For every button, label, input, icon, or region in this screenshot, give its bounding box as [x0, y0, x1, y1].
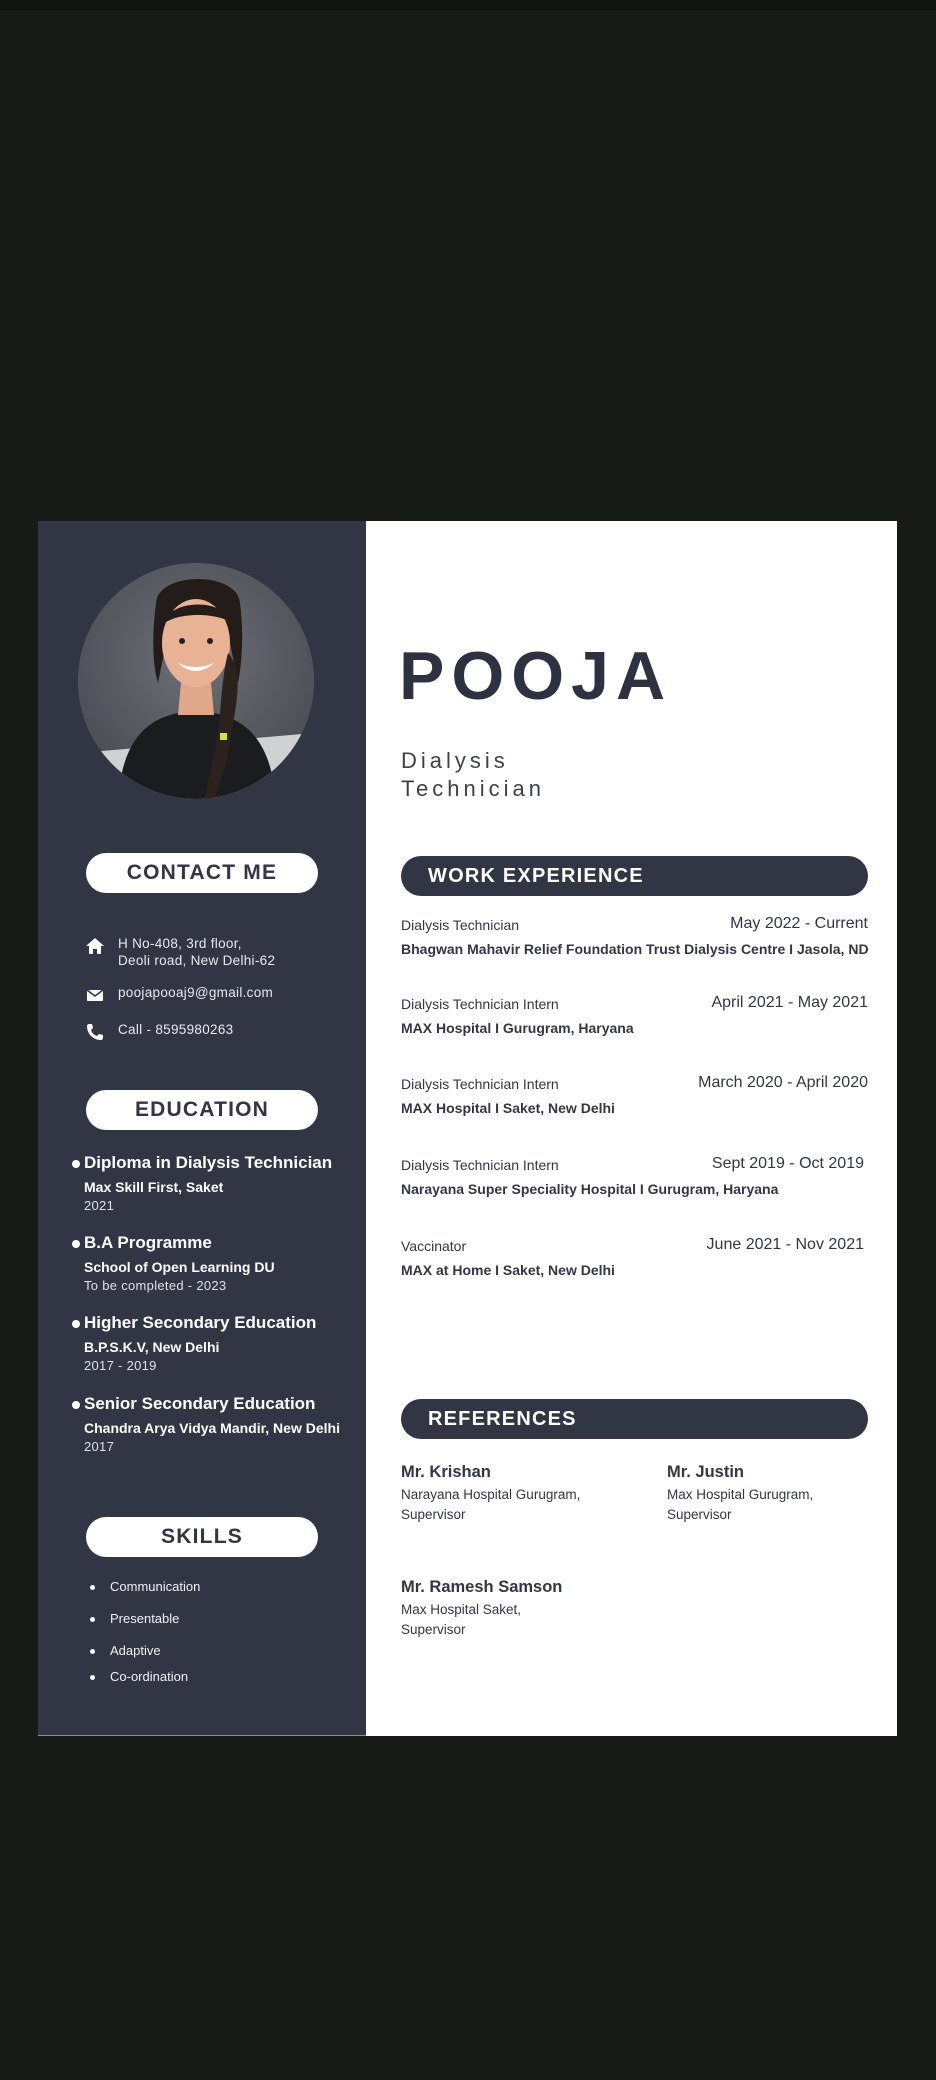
job-entry	[401, 1076, 868, 1126]
education-school: B.P.S.K.V, New Delhi	[84, 1339, 220, 1355]
phone-text[interactable]: Call - 8595980263	[118, 1022, 234, 1037]
address-line-1: H No-408, 3rd floor,	[118, 936, 242, 951]
reference-name: Mr. Krishan	[401, 1463, 491, 1481]
job-place: MAX Hospital I Saket, New Delhi	[401, 1100, 615, 1116]
resume-page	[38, 521, 897, 1736]
education-year: 2017	[84, 1439, 115, 1454]
reference-org: Narayana Hospital Gurugram,	[401, 1487, 581, 1502]
education-school: School of Open Learning DU	[84, 1259, 275, 1275]
job-title: Vaccinator	[401, 1238, 467, 1254]
bullet-dot	[90, 1585, 95, 1590]
job-place: Bhagwan Mahavir Relief Foundation Trust Dialysis Centre I Jasola, ND	[401, 941, 869, 957]
skill-label: Presentable	[110, 1611, 180, 1626]
skill-label: Communication	[110, 1579, 201, 1594]
resume-sidebar	[38, 521, 366, 1736]
candidate-name: POOJA	[399, 638, 673, 714]
job-title: Dialysis Technician Intern	[401, 1157, 559, 1173]
phone-icon	[84, 1021, 106, 1043]
bullet-dot	[72, 1160, 80, 1168]
education-degree: B.A Programme	[84, 1233, 212, 1252]
top-strip	[0, 0, 936, 10]
job-place: Narayana Super Speciality Hospital I Gurugram, Haryana	[401, 1181, 779, 1197]
contact-heading: CONTACT ME	[86, 853, 318, 893]
bullet-dot	[90, 1617, 95, 1622]
role-line-2: Technician	[401, 776, 545, 801]
references-heading: REFERENCES	[401, 1399, 868, 1439]
mail-icon	[84, 984, 106, 1006]
skill-label: Adaptive	[110, 1643, 161, 1658]
profile-photo-illustration	[78, 563, 314, 799]
candidate-role	[401, 747, 545, 803]
education-school: Chandra Arya Vidya Mandir, New Delhi	[84, 1420, 340, 1436]
education-year: To be completed - 2023	[84, 1278, 227, 1293]
education-year: 2017 - 2019	[84, 1358, 157, 1373]
bullet-dot	[90, 1649, 95, 1654]
skills-heading: SKILLS	[86, 1517, 318, 1557]
education-degree: Diploma in Dialysis Technician	[84, 1153, 333, 1172]
job-place: MAX Hospital I Gurugram, Haryana	[401, 1020, 634, 1036]
bullet-dot	[72, 1320, 80, 1328]
education-degree: Higher Secondary Education	[84, 1313, 317, 1332]
job-entry	[401, 1238, 868, 1288]
reference-role: Supervisor	[401, 1507, 466, 1522]
reference-entry	[401, 1578, 562, 1640]
reference-role: Supervisor	[667, 1507, 732, 1522]
job-entry	[401, 996, 868, 1046]
reference-entry	[667, 1463, 813, 1525]
profile-photo	[78, 563, 314, 799]
reference-name: Mr. Justin	[667, 1463, 745, 1481]
role-line-1: Dialysis	[401, 748, 509, 773]
job-title: Dialysis Technician Intern	[401, 996, 559, 1012]
work-experience-heading: WORK EXPERIENCE	[401, 856, 868, 896]
job-dates: Sept 2019 - Oct 2019	[711, 1155, 864, 1172]
education-heading: EDUCATION	[86, 1090, 318, 1130]
address-line-2: Deoli road, New Delhi-62	[118, 953, 276, 968]
bullet-dot	[72, 1240, 80, 1248]
bullet-dot	[90, 1675, 95, 1680]
job-title: Dialysis Technician	[401, 917, 520, 933]
job-entry	[401, 917, 868, 967]
reference-role: Supervisor	[401, 1622, 466, 1637]
job-place: MAX at Home I Saket, New Delhi	[401, 1262, 615, 1278]
email-text[interactable]: poojapooaj9@gmail.com	[118, 985, 274, 1000]
bullet-dot	[72, 1401, 80, 1409]
job-title: Dialysis Technician Intern	[401, 1076, 559, 1092]
home-icon	[84, 935, 106, 957]
sidebar-bottom-rule	[38, 1735, 366, 1736]
reference-org: Max Hospital Saket,	[401, 1602, 522, 1617]
reference-entry	[401, 1463, 580, 1525]
job-entry	[401, 1157, 868, 1207]
job-dates: March 2020 - April 2020	[698, 1074, 868, 1091]
education-degree: Senior Secondary Education	[84, 1394, 316, 1413]
reference-org: Max Hospital Gurugram,	[667, 1487, 814, 1502]
reference-name: Mr. Ramesh Samson	[401, 1578, 563, 1596]
job-dates: May 2022 - Current	[730, 915, 868, 932]
job-dates: April 2021 - May 2021	[711, 994, 868, 1011]
education-school: Max Skill First, Saket	[84, 1179, 224, 1195]
job-dates: June 2021 - Nov 2021	[706, 1236, 864, 1253]
skill-label: Co-ordination	[110, 1669, 189, 1684]
education-year: 2021	[84, 1198, 115, 1213]
